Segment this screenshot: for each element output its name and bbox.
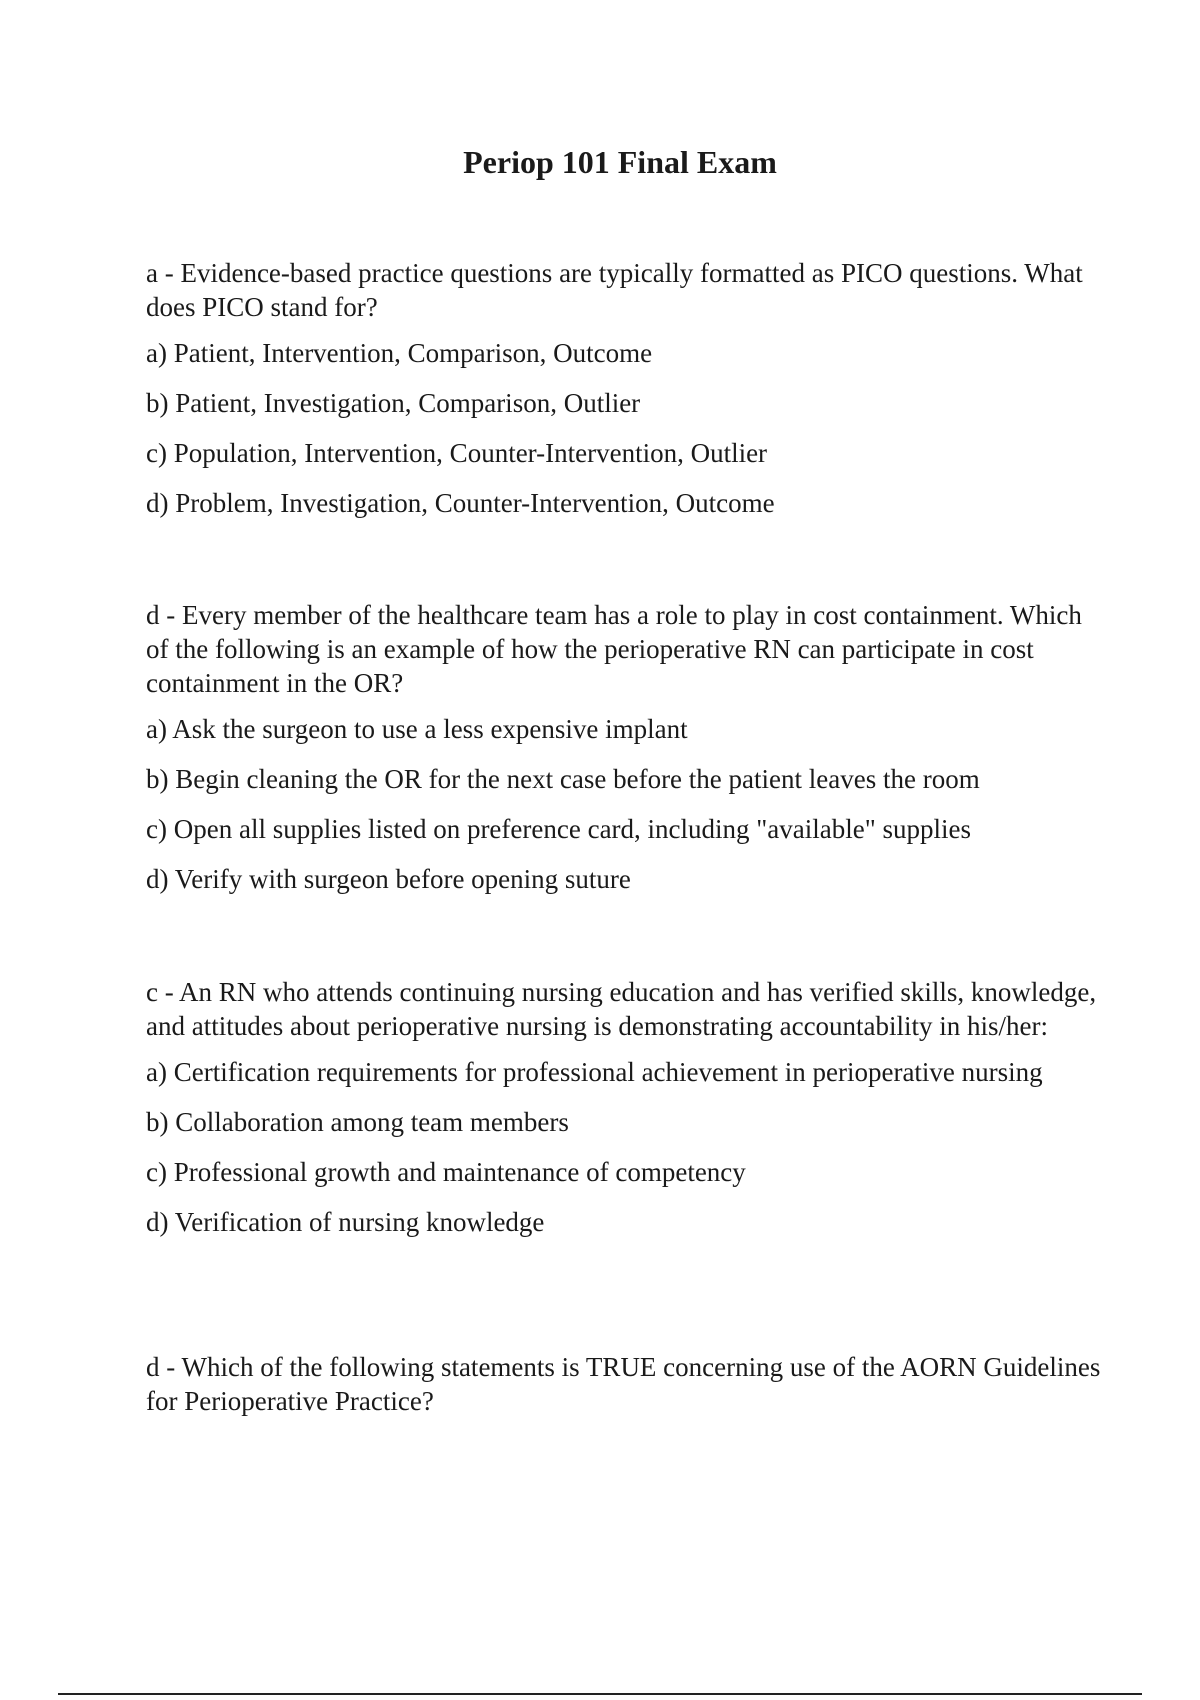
answer-option-c: c) Open all supplies listed on preference card, including "available" supplies [146, 814, 972, 844]
question-stem: d - Every member of the healthcare team has a role to play in cost containment. Which of the following is an example of how the perioperative RN can participate in cost containment in the OR? [146, 600, 1082, 698]
answer-option-c: c) Population, Intervention, Counter-Intervention, Outlier [146, 438, 768, 468]
question-stem: c - An RN who attends continuing nursing education and has verified skills, knowledge, and attitudes about perioperative nursing is demonstrating accountability in his/her: [146, 977, 1097, 1041]
question-stem: a - Evidence-based practice questions are typically formatted as PICO questions. What does PICO stand for? [146, 258, 1083, 322]
question-stem: d - Which of the following statements is TRUE concerning use of the AORN Guidelines for Perioperative Practice? [146, 1352, 1101, 1416]
answer-option-b: b) Patient, Investigation, Comparison, Outlier [146, 388, 641, 418]
question-4 [146, 1350, 1106, 1430]
answer-option-a: a) Certification requirements for professional achievement in perioperative nursing [146, 1057, 1043, 1087]
answer-option-d: d) Verify with surgeon before opening suture [146, 864, 631, 894]
page-title: Periop 101 Final Exam [463, 144, 777, 180]
question-2 [146, 598, 1106, 912]
footer-divider [58, 1693, 1142, 1695]
answer-option-b: b) Begin cleaning the OR for the next case before the patient leaves the room [146, 764, 980, 794]
answer-options [146, 712, 1106, 896]
answer-option-d: d) Problem, Investigation, Counter-Intervention, Outcome [146, 488, 775, 518]
question-3 [146, 975, 1106, 1255]
answer-option-c: c) Professional growth and maintenance of competency [146, 1157, 746, 1187]
answer-options [146, 1055, 1106, 1239]
question-1 [146, 256, 1106, 536]
answer-option-d: d) Verification of nursing knowledge [146, 1207, 545, 1237]
answer-option-a: a) Patient, Intervention, Comparison, Outcome [146, 338, 653, 368]
answer-options [146, 336, 1106, 520]
answer-option-a: a) Ask the surgeon to use a less expensive implant [146, 714, 688, 744]
answer-option-b: b) Collaboration among team members [146, 1107, 569, 1137]
